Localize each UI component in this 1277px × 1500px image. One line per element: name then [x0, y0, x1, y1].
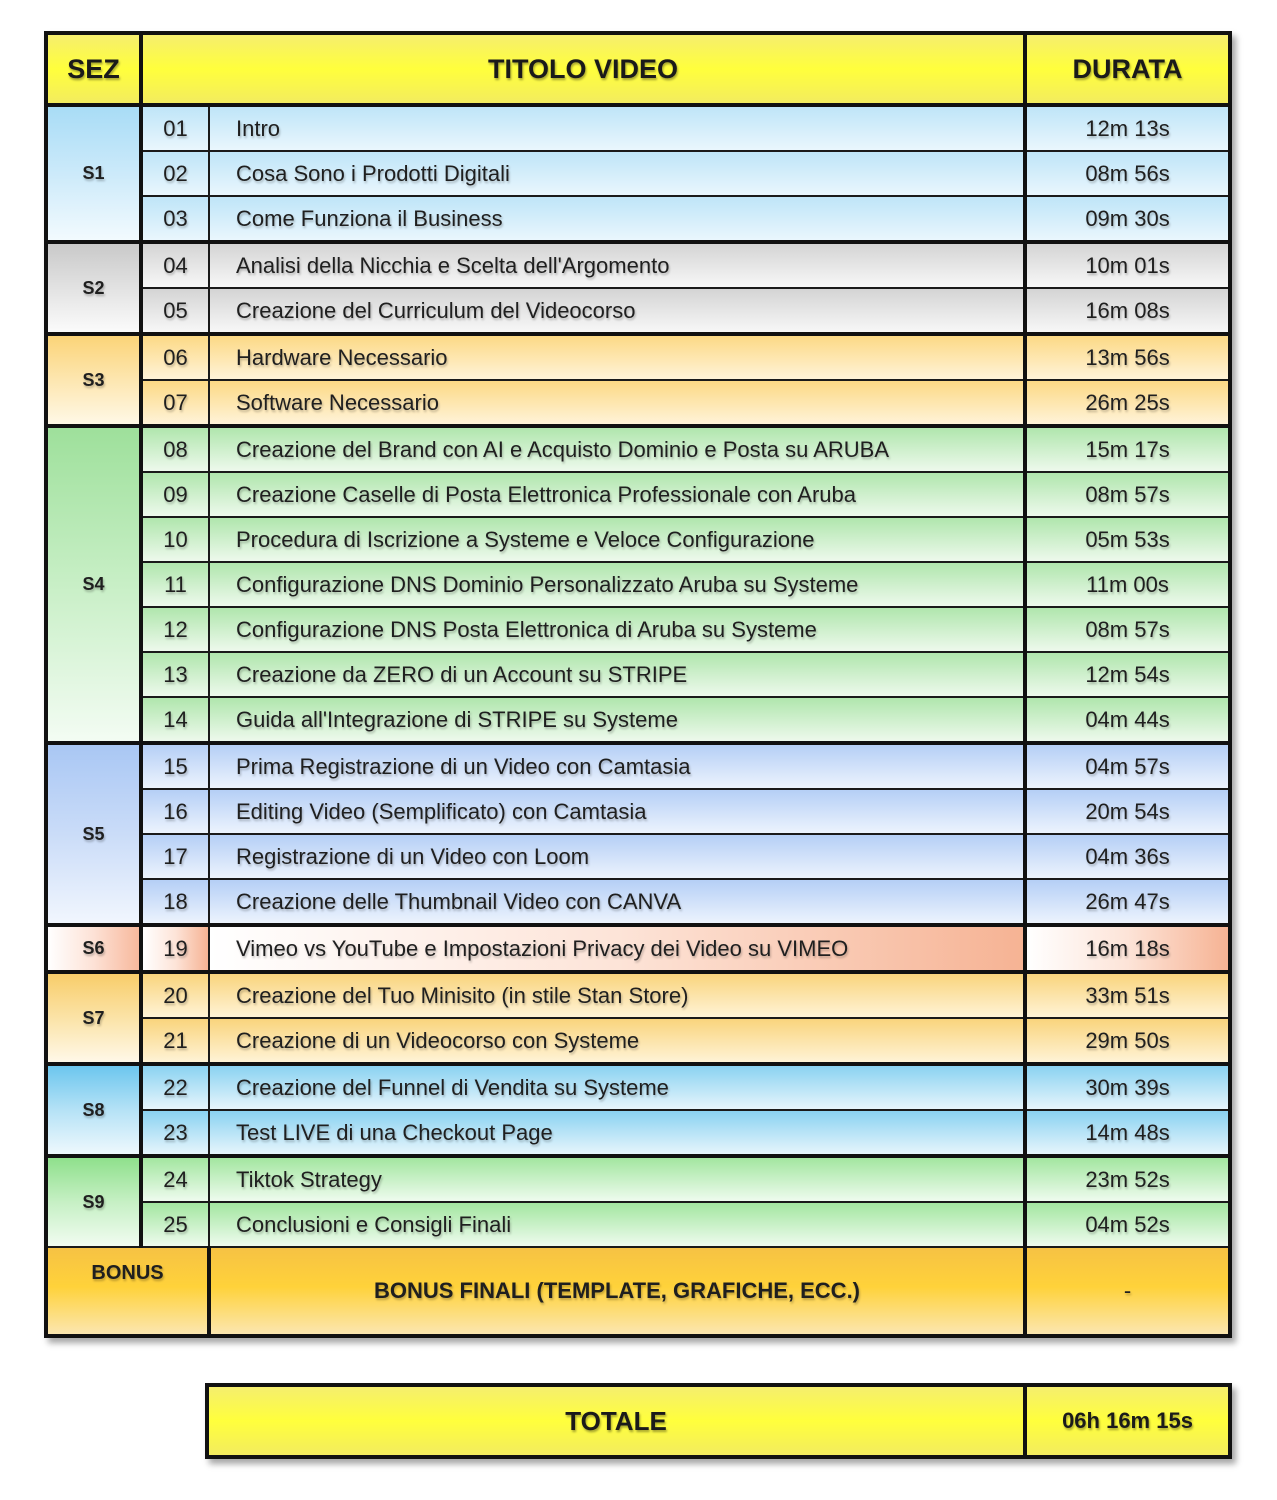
- lesson-duration: 12m 54s: [1025, 652, 1230, 697]
- lesson-title: Hardware Necessario: [209, 334, 1025, 380]
- lesson-title: Creazione del Funnel di Vendita su Systeme: [209, 1064, 1025, 1110]
- bonus-row: [46, 1247, 1230, 1336]
- lesson-number: 02: [141, 151, 209, 196]
- lesson-title: Editing Video (Semplificato) con Camtasia: [209, 789, 1025, 834]
- lesson-title: Intro: [209, 105, 1025, 151]
- section-label: S7: [46, 972, 141, 1064]
- table-row: [46, 105, 1230, 151]
- total-table: [205, 1383, 1232, 1459]
- section-label: S4: [46, 426, 141, 743]
- bonus-title: BONUS FINALI (TEMPLATE, GRAFICHE, ECC.): [209, 1247, 1025, 1336]
- lesson-duration: 30m 39s: [1025, 1064, 1230, 1110]
- lesson-title: Conclusioni e Consigli Finali: [209, 1202, 1025, 1247]
- bonus-label: BONUS: [46, 1247, 209, 1336]
- lesson-number: 14: [141, 697, 209, 743]
- table-row: [46, 380, 1230, 426]
- lesson-title: Software Necessario: [209, 380, 1025, 426]
- lesson-duration: 29m 50s: [1025, 1018, 1230, 1064]
- table-row: [46, 972, 1230, 1018]
- lesson-duration: 26m 25s: [1025, 380, 1230, 426]
- lesson-duration: 04m 44s: [1025, 697, 1230, 743]
- lesson-title: Come Funziona il Business: [209, 196, 1025, 242]
- table-row: [46, 1110, 1230, 1156]
- lesson-title: Prima Registrazione di un Video con Camtasia: [209, 743, 1025, 789]
- bonus-duration: -: [1025, 1247, 1230, 1336]
- section-label: S2: [46, 242, 141, 334]
- lesson-duration: 05m 53s: [1025, 517, 1230, 562]
- total-row: [207, 1385, 1230, 1457]
- lesson-duration: 23m 52s: [1025, 1156, 1230, 1202]
- lesson-duration: 12m 13s: [1025, 105, 1230, 151]
- lesson-duration: 13m 56s: [1025, 334, 1230, 380]
- lesson-title: Test LIVE di una Checkout Page: [209, 1110, 1025, 1156]
- table-row: [46, 426, 1230, 472]
- lesson-title: Analisi della Nicchia e Scelta dell'Argomento: [209, 242, 1025, 288]
- table-row: [46, 472, 1230, 517]
- lesson-number: 15: [141, 743, 209, 789]
- lesson-title: Vimeo vs YouTube e Impostazioni Privacy dei Video su VIMEO: [209, 925, 1025, 972]
- table-row: [46, 697, 1230, 743]
- lesson-title: Tiktok Strategy: [209, 1156, 1025, 1202]
- lesson-number: 01: [141, 105, 209, 151]
- table-row: [46, 517, 1230, 562]
- lesson-title: Creazione di un Videocorso con Systeme: [209, 1018, 1025, 1064]
- lesson-title: Registrazione di un Video con Loom: [209, 834, 1025, 879]
- lesson-duration: 04m 52s: [1025, 1202, 1230, 1247]
- lesson-duration: 20m 54s: [1025, 789, 1230, 834]
- lesson-duration: 16m 18s: [1025, 925, 1230, 972]
- lesson-number: 25: [141, 1202, 209, 1247]
- table-row: [46, 242, 1230, 288]
- lesson-number: 17: [141, 834, 209, 879]
- lesson-title: Configurazione DNS Dominio Personalizzato Aruba su Systeme: [209, 562, 1025, 607]
- table-row: [46, 1156, 1230, 1202]
- lesson-number: 09: [141, 472, 209, 517]
- lesson-title: Creazione delle Thumbnail Video con CANVA: [209, 879, 1025, 925]
- lesson-number: 18: [141, 879, 209, 925]
- lesson-number: 08: [141, 426, 209, 472]
- lesson-duration: 09m 30s: [1025, 196, 1230, 242]
- lesson-title: Procedura di Iscrizione a Systeme e Veloce Configurazione: [209, 517, 1025, 562]
- table-row: [46, 834, 1230, 879]
- lesson-number: 03: [141, 196, 209, 242]
- lesson-number: 23: [141, 1110, 209, 1156]
- table-row: [46, 196, 1230, 242]
- header-row: [46, 33, 1230, 105]
- table-row: [46, 562, 1230, 607]
- table-row: [46, 652, 1230, 697]
- lesson-duration: 10m 01s: [1025, 242, 1230, 288]
- lesson-duration: 11m 00s: [1025, 562, 1230, 607]
- lesson-title: Configurazione DNS Posta Elettronica di Aruba su Systeme: [209, 607, 1025, 652]
- lesson-number: 05: [141, 288, 209, 334]
- section-label: S5: [46, 743, 141, 925]
- lesson-number: 22: [141, 1064, 209, 1110]
- section-label: S1: [46, 105, 141, 242]
- section-label: S6: [46, 925, 141, 972]
- lesson-duration: 16m 08s: [1025, 288, 1230, 334]
- lesson-title: Creazione del Tuo Minisito (in stile Stan Store): [209, 972, 1025, 1018]
- table-row: [46, 334, 1230, 380]
- lesson-duration: 08m 57s: [1025, 472, 1230, 517]
- lesson-number: 24: [141, 1156, 209, 1202]
- table-row: [46, 1202, 1230, 1247]
- lesson-number: 10: [141, 517, 209, 562]
- table-row: [46, 288, 1230, 334]
- lesson-duration: 08m 57s: [1025, 607, 1230, 652]
- table-row: [46, 1018, 1230, 1064]
- lesson-number: 07: [141, 380, 209, 426]
- section-label: S9: [46, 1156, 141, 1247]
- table-row: [46, 1064, 1230, 1110]
- lesson-title: Cosa Sono i Prodotti Digitali: [209, 151, 1025, 196]
- lesson-number: 12: [141, 607, 209, 652]
- lesson-duration: 33m 51s: [1025, 972, 1230, 1018]
- lesson-number: 16: [141, 789, 209, 834]
- table-row: [46, 151, 1230, 196]
- header-titolo: TITOLO VIDEO: [141, 33, 1025, 105]
- lesson-title: Creazione da ZERO di un Account su STRIPE: [209, 652, 1025, 697]
- lesson-title: Creazione Caselle di Posta Elettronica Professionale con Aruba: [209, 472, 1025, 517]
- lesson-number: 21: [141, 1018, 209, 1064]
- lesson-number: 20: [141, 972, 209, 1018]
- lesson-duration: 26m 47s: [1025, 879, 1230, 925]
- table-row: [46, 789, 1230, 834]
- lesson-number: 06: [141, 334, 209, 380]
- table-row: [46, 607, 1230, 652]
- section-label: S8: [46, 1064, 141, 1156]
- lesson-number: 04: [141, 242, 209, 288]
- lesson-title: Creazione del Brand con AI e Acquisto Dominio e Posta su ARUBA: [209, 426, 1025, 472]
- table-body: [46, 105, 1230, 1247]
- table-row: [46, 879, 1230, 925]
- lesson-title: Guida all'Integrazione di STRIPE su Systeme: [209, 697, 1025, 743]
- lesson-number: 13: [141, 652, 209, 697]
- section-label: S3: [46, 334, 141, 426]
- table-row: [46, 743, 1230, 789]
- table-row: [46, 925, 1230, 972]
- header-durata: DURATA: [1025, 33, 1230, 105]
- lesson-duration: 04m 36s: [1025, 834, 1230, 879]
- lesson-duration: 15m 17s: [1025, 426, 1230, 472]
- total-label: TOTALE: [207, 1385, 1025, 1457]
- total-value: 06h 16m 15s: [1025, 1385, 1230, 1457]
- header-sez: SEZ: [46, 33, 141, 105]
- lesson-duration: 08m 56s: [1025, 151, 1230, 196]
- lesson-duration: 14m 48s: [1025, 1110, 1230, 1156]
- lesson-duration: 04m 57s: [1025, 743, 1230, 789]
- lesson-number: 11: [141, 562, 209, 607]
- lesson-number: 19: [141, 925, 209, 972]
- course-table: [44, 31, 1232, 1338]
- lesson-title: Creazione del Curriculum del Videocorso: [209, 288, 1025, 334]
